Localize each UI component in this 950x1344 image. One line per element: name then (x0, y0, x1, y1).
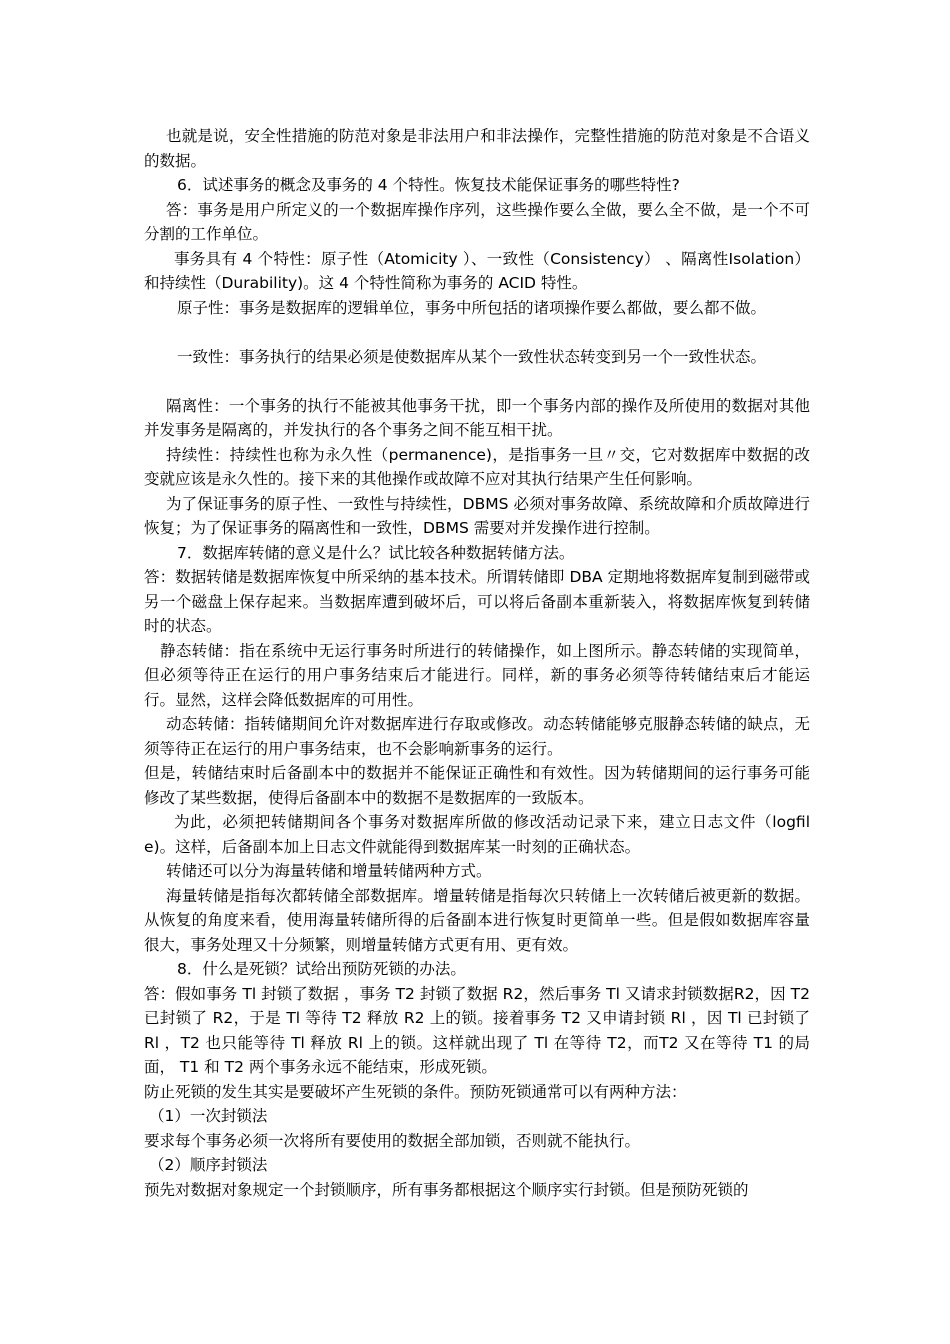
paragraph-recovery-control: 为了保证事务的原子性、一致性与持续性，DBMS 必须对事务故障、系统故障和介质故障进行恢复；为了保证事务的隔离性和一致性，DBMS 需要对并发操作进行控制。 (144, 494, 810, 537)
paragraph-durability: 持续性：持续性也称为永久性（permanence)，是指事务一旦〃交，它对数据库中数据的改变就应该是永久性的。接下来的其他操作或故障不应对其执行结果产生任何影响。 (144, 445, 810, 488)
paragraph-dynamic-dump: 动态转储：指转储期间允许对数据库进行存取或修改。动态转储能够克服静态转储的缺点，无须等待正在运行的用户事务结束，也不会影响新事务的运行。 (144, 715, 810, 758)
heading-one-time-locking: （1）一次封锁法 (149, 1107, 268, 1125)
paragraph-security-summary: 也就是说，安全性措施的防范对象是非法用户和非法操作，完整性措施的防范对象是不合语义的数据。 (144, 127, 810, 170)
question-7: 7．数据库转储的意义是什么？试比较各种数据转储方法。 (177, 543, 575, 562)
paragraph-static-dump: 静态转储：指在系统中无运行事务时所进行的转储操作，如上图所示。静态转储的实现简单，但必须等待正在运行的用户事务结束后才能进行。同样，新的事务必须等待转储结束后才能运行。显然，这样会降低数据库的可用性。 (144, 641, 810, 709)
paragraph-one-time-locking: 要求每个事务必须一次将所有要使用的数据全部加锁，否则就不能执行。 (144, 1131, 641, 1150)
paragraph-deadlock-prevention: 防止死锁的发生其实是要破坏产生死锁的条件。预防死锁通常可以有两种方法： (144, 1082, 687, 1101)
paragraph-atomicity: 原子性：事务是数据库的逻辑单位，事务中所包括的诸项操作要么都做，要么都不做。 (177, 298, 767, 317)
question-6: 6．试述事务的概念及事务的 4 个特性。恢复技术能保证事务的哪些特性? (177, 176, 680, 194)
answer-8-deadlock: 答：假如事务 Tl 封锁了数据 ，事务 T2 封锁了数据 R2，然后事务 Tl 又请求封锁数据R2，因 T2 已封锁了 R2，于是 Tl 等待 T2 释放 R2 上的锁。接着事务 T2 又申请封锁 Rl ，因 Tl 已封锁了 Rl ，T2 也只能等待 Tl 释放 Rl 上的锁。这样就出现了 Tl 在等待 T2，而T2 又在等待 T1 的局面， T1 和 T2 两个事务永远不能结束，形成死锁。 (144, 984, 810, 1076)
paragraph-acid-properties: 事务具有 4 个特性：原子性（Atomicity ）、一致性（Consistency） 、隔离性Isolation）和持续性（Durability)。这 4 个特性简称为事务的 ACID 特性。 (144, 249, 810, 292)
paragraph-dump-limitation: 但是，转储结束时后备副本中的数据并不能保证正确性和有效性。因为转储期间的运行事务可能修改了某些数据，使得后备副本中的数据不是数据库的一致版本。 (144, 764, 810, 807)
answer-7-intro: 答：数据转储是数据库恢复中所采纳的基本技术。所谓转储即 DBA 定期地将数据库复制到磁带或另一个磁盘上保存起来。当数据库遭到破坏后，可以将后备副本重新装入，将数据库恢复到转储时的状态。 (144, 568, 810, 635)
document-body (144, 124, 810, 1202)
heading-sequential-locking: （2）顺序封锁法 (149, 1156, 268, 1174)
paragraph-sequential-locking: 预先对数据对象规定一个封锁顺序，所有事务都根据这个顺序实行封锁。但是预防死锁的 (144, 1180, 749, 1199)
question-8: 8．什么是死锁？试给出预防死锁的办法。 (177, 960, 466, 978)
paragraph-logfile: 为此，必须把转储期间各个事务对数据库所做的修改活动记录下来，建立日志文件（logfile)。这样，后备副本加上日志文件就能得到数据库某一时刻的正确状态。 (144, 813, 810, 856)
paragraph-mass-incremental: 海量转储是指每次都转储全部数据库。增量转储是指每次只转储上一次转储后被更新的数据。从恢复的角度来看，使用海量转储所得的后备副本进行恢复时更简单一些。但是假如数据库容量很大，事务处理又十分频繁，则增量转储方式更有用、更有效。 (144, 886, 810, 954)
paragraph-dump-types: 转储还可以分为海量转储和增量转储两种方式。 (166, 862, 492, 880)
answer-6-intro: 答：事务是用户所定义的一个数据库操作序列，这些操作要么全做，要么全不做，是一个不可分割的工作单位。 (144, 200, 810, 243)
paragraph-consistency: 一致性：事务执行的结果必须是使数据库从某个一致性状态转变到另一个一致性状态。 (177, 347, 767, 366)
paragraph-isolation: 隔离性：一个事务的执行不能被其他事务干扰，即一个事务内部的操作及所使用的数据对其他并发事务是隔离的，并发执行的各个事务之间不能互相干扰。 (144, 396, 810, 439)
